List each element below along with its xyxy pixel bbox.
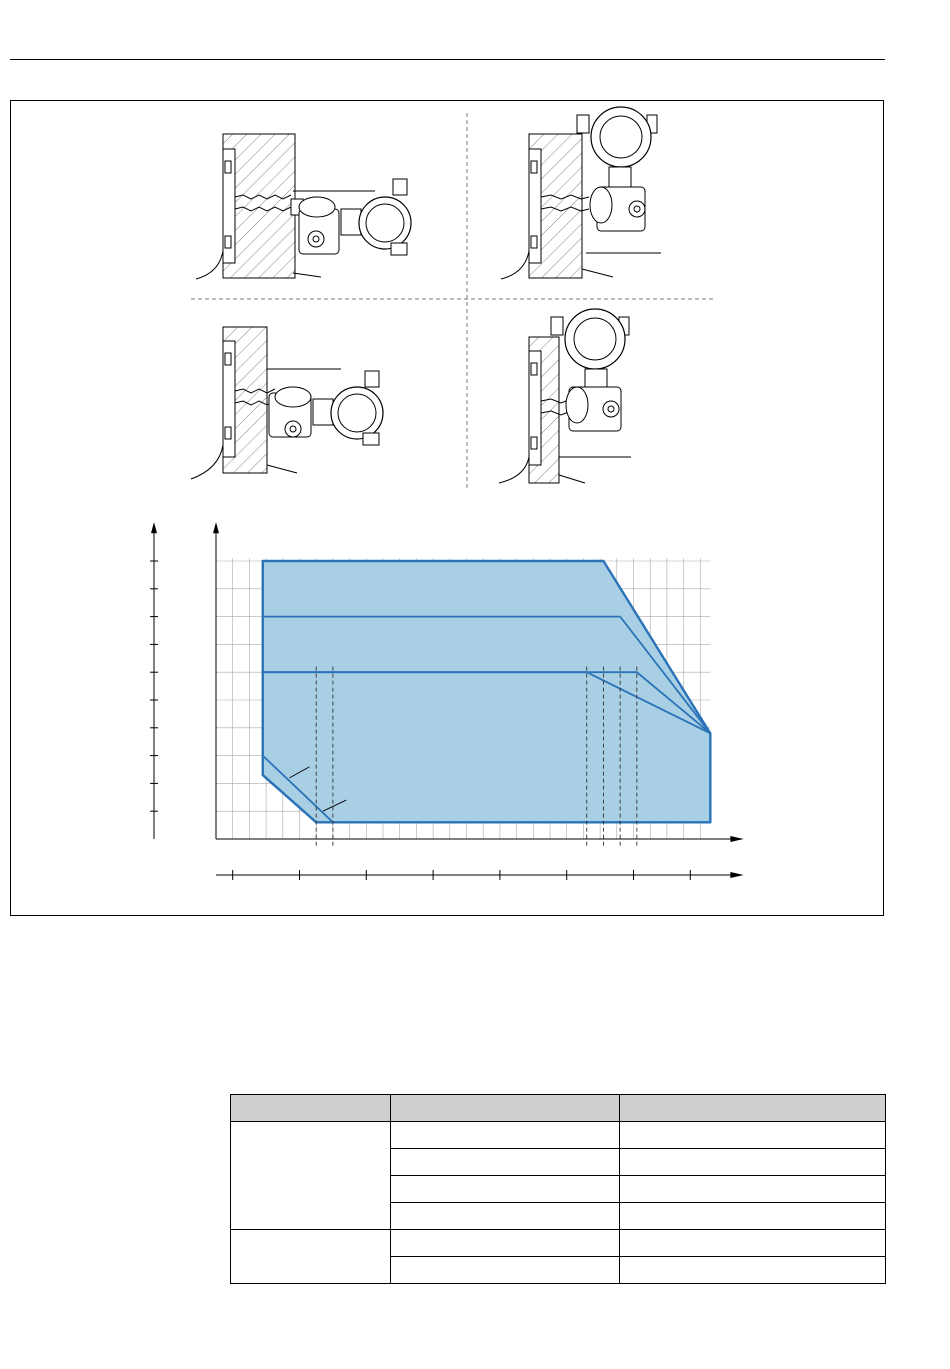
table-cell <box>620 1230 886 1257</box>
installation-figure <box>10 100 884 916</box>
drawing-vertical-wall-mount-insulated <box>499 309 631 483</box>
area-series <box>263 561 711 822</box>
table-cell <box>620 1176 886 1203</box>
table-cell <box>620 1149 886 1176</box>
x-axis-arrow <box>730 836 743 842</box>
table-header-cell <box>231 1095 391 1122</box>
table-cell <box>391 1149 620 1176</box>
drawing-horizontal-wall-mount-insulated <box>191 327 383 479</box>
table-cell <box>620 1257 886 1284</box>
drawing-horizontal-wall-mount <box>196 134 411 279</box>
table-group-cell <box>231 1122 391 1230</box>
table-cell <box>620 1122 886 1149</box>
drawing-vertical-wall-mount <box>501 107 661 279</box>
table-cell <box>391 1176 620 1203</box>
table-header-row <box>231 1095 886 1122</box>
table-cell <box>391 1203 620 1230</box>
table-header-cell <box>391 1095 620 1122</box>
secondary-y-axis-arrow <box>151 522 157 533</box>
table-group-cell <box>231 1230 391 1284</box>
table-cell <box>391 1257 620 1284</box>
table-cell <box>391 1230 620 1257</box>
temperature-range-chart <box>150 522 744 880</box>
table-row <box>231 1230 886 1257</box>
spec-table <box>230 1094 886 1284</box>
secondary-x-axis-arrow <box>730 872 743 878</box>
header-rule <box>10 59 885 60</box>
y-axis-arrow <box>213 522 219 533</box>
installation-drawings <box>11 101 885 917</box>
table-header-cell <box>620 1095 886 1122</box>
table-cell <box>620 1203 886 1230</box>
table-cell <box>391 1122 620 1149</box>
table-row <box>231 1122 886 1149</box>
